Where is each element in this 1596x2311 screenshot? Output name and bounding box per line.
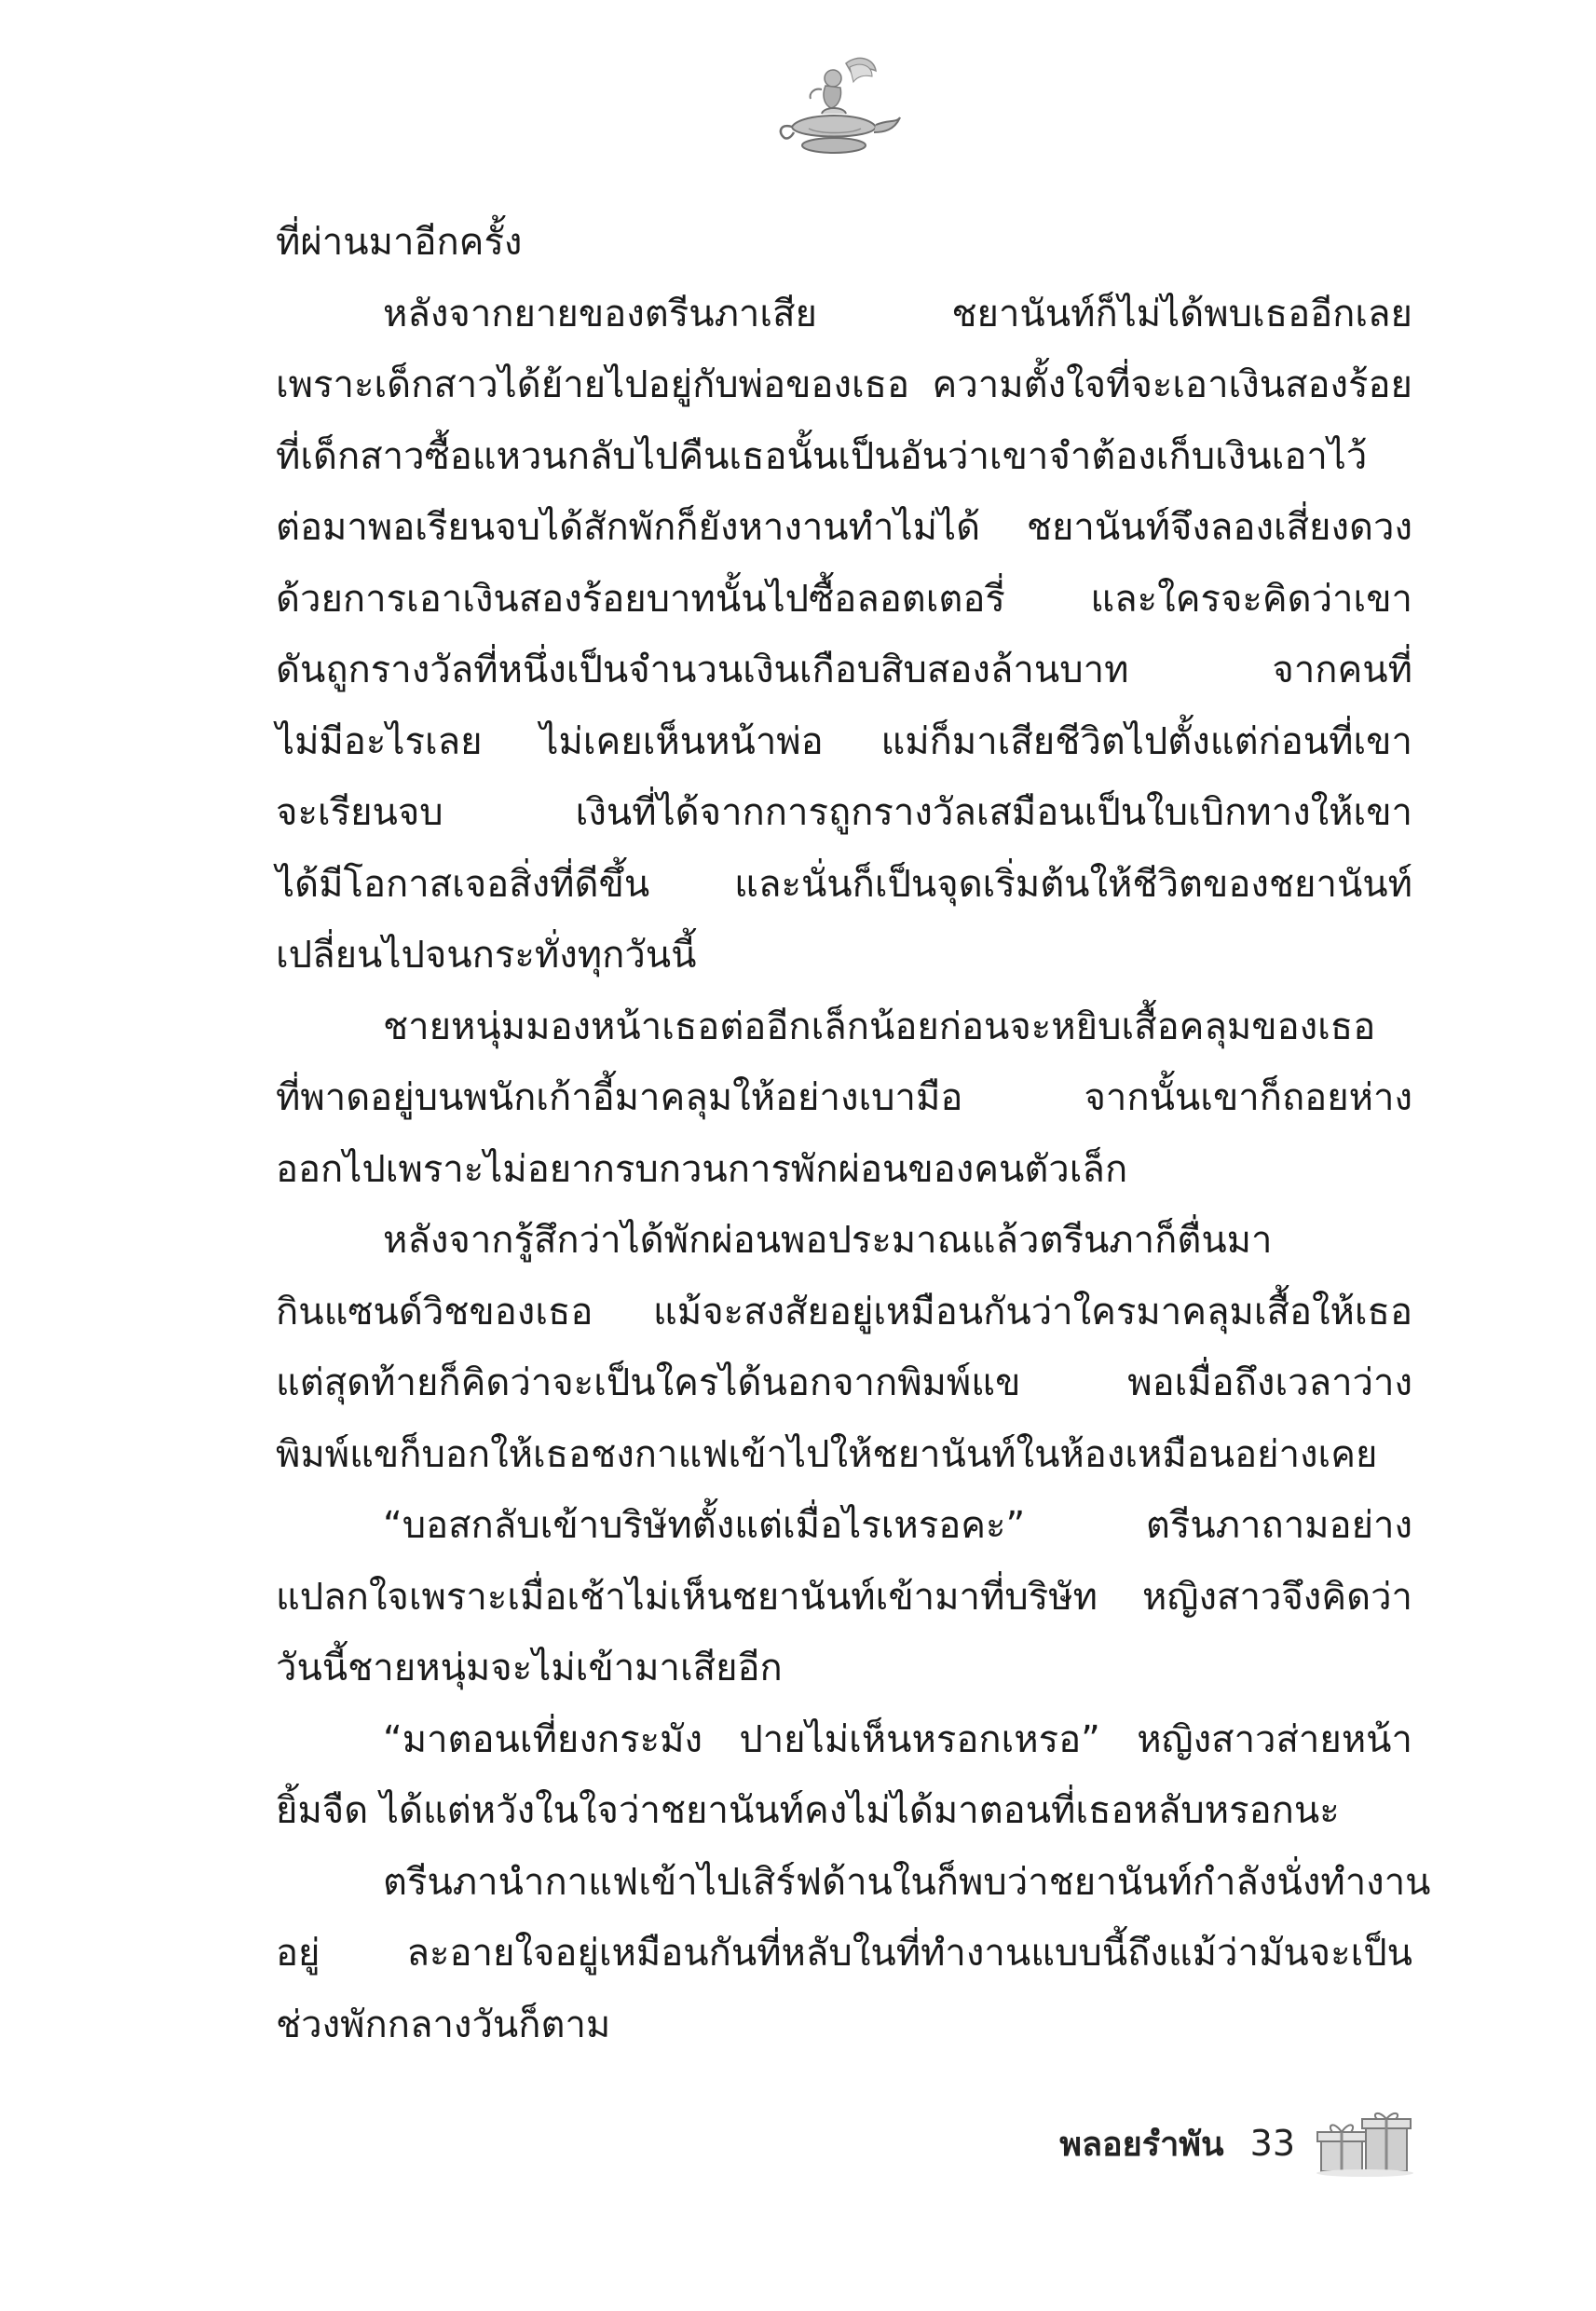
text-line: แต่สุดท้ายก็คิดว่าจะเป็นใครได้นอกจากพิมพ์แข พอเมื่อถึงเวลาว่าง xyxy=(276,1361,1412,1404)
body-text xyxy=(276,207,1431,2060)
text-line: วันนี้ชายหนุ่มจะไม่เข้ามาเสียอีก xyxy=(276,1647,783,1689)
text-line: เพราะเด็กสาวได้ย้ายไปอยู่กับพ่อของเธอ ความตั้งใจที่จะเอาเงินสองร้อย xyxy=(276,363,1412,406)
text-line: หลังจากยายของตรีนภาเสีย ชยานันท์ก็ไม่ได้พบเธออีกเลย xyxy=(383,292,1412,335)
text-line: ด้วยการเอาเงินสองร้อยบาทนั้นไปซื้อลอตเตอรี่ และใครจะคิดว่าเขา xyxy=(276,577,1412,621)
text-line: พิมพ์แขก็บอกให้เธอชงกาแฟเข้าไปให้ชยานันท์ในห้องเหมือนอย่างเคย xyxy=(276,1432,1378,1476)
text-line: ยิ้มจืด ได้แต่หวังในใจว่าชยานันท์คงไม่ได้มาตอนที่เธอหลับหรอกนะ xyxy=(276,1789,1340,1832)
text-line: จะเรียนจบ เงินที่ได้จากการถูกรางวัลเสมือนเป็นใบเบิกทางให้เขา xyxy=(276,791,1412,834)
text-line: ชายหนุ่มมองหน้าเธอต่ออีกเล็กน้อยก่อนจะหยิบเสื้อคลุมของเธอ xyxy=(383,1005,1376,1048)
cherub-teapot-icon xyxy=(764,54,904,166)
text-line: ออกไปเพราะไม่อยากรบกวนการพักผ่อนของคนตัวเล็ก xyxy=(276,1147,1128,1191)
book-title: พลอยรำพัน xyxy=(1059,2125,1224,2164)
text-line: ที่พาดอยู่บนพนักเก้าอี้มาคลุมให้อย่างเบามือ จากนั้นเขาก็ถอยห่าง xyxy=(276,1076,1412,1119)
page-number: 33 xyxy=(1249,2123,1295,2164)
text-line: ดันถูกรางวัลที่หนึ่งเป็นจำนวนเงินเกือบสิบสองล้านบาท จากคนที่ xyxy=(276,649,1412,691)
text-line: ช่วงพักกลางวันก็ตาม xyxy=(276,2003,611,2046)
text-line: หลังจากรู้สึกว่าได้พักผ่อนพอประมาณแล้วตรีนภาก็ตื่นมา xyxy=(383,1219,1273,1262)
text-line: “มาตอนเที่ยงกระมัง ปายไม่เห็นหรอกเหรอ” หญิงสาวส่ายหน้า xyxy=(383,1717,1412,1761)
text-line: ได้มีโอกาสเจอสิ่งที่ดีขึ้น และนั่นก็เป็นจุดเริ่มต้นให้ชีวิตของชยานันท์ xyxy=(276,862,1412,906)
text-line: ที่เด็กสาวซื้อแหวนกลับไปคืนเธอนั้นเป็นอันว่าเขาจำต้องเก็บเงินเอาไว้ xyxy=(276,434,1368,478)
text-line: อยู่ ละอายใจอยู่เหมือนกันที่หลับในที่ทำงานแบบนี้ถึงแม้ว่ามันจะเป็น xyxy=(276,1932,1412,1975)
gift-boxes-icon xyxy=(1314,2108,1416,2179)
text-line: ต่อมาพอเรียนจบได้สักพักก็ยังหางานทำไม่ได้ ชยานันท์จึงลองเสี่ยงดวง xyxy=(276,506,1412,549)
text-line: ตรีนภานำกาแฟเข้าไปเสิร์ฟด้านในก็พบว่าชยานันท์กำลังนั่งทำงาน xyxy=(383,1860,1431,1904)
text-line: ไม่มีอะไรเลย ไม่เคยเห็นหน้าพ่อ แม่ก็มาเสียชีวิตไปตั้งแต่ก่อนที่เขา xyxy=(276,719,1412,763)
text-line: กินแซนด์วิชของเธอ แม้จะสงสัยอยู่เหมือนกันว่าใครมาคลุมเสื้อให้เธอ xyxy=(276,1290,1412,1333)
text-line: แปลกใจเพราะเมื่อเช้าไม่เห็นชยานันท์เข้ามาที่บริษัท หญิงสาวจึงคิดว่า xyxy=(276,1575,1412,1619)
text-line: เปลี่ยนไปจนกระทั่งทุกวันนี้ xyxy=(276,934,697,977)
text-line: ที่ผ่านมาอีกครั้ง xyxy=(276,221,523,264)
text-line: “บอสกลับเข้าบริษัทตั้งแต่เมื่อไรเหรอคะ” ตรีนภาถามอย่าง xyxy=(383,1504,1412,1547)
